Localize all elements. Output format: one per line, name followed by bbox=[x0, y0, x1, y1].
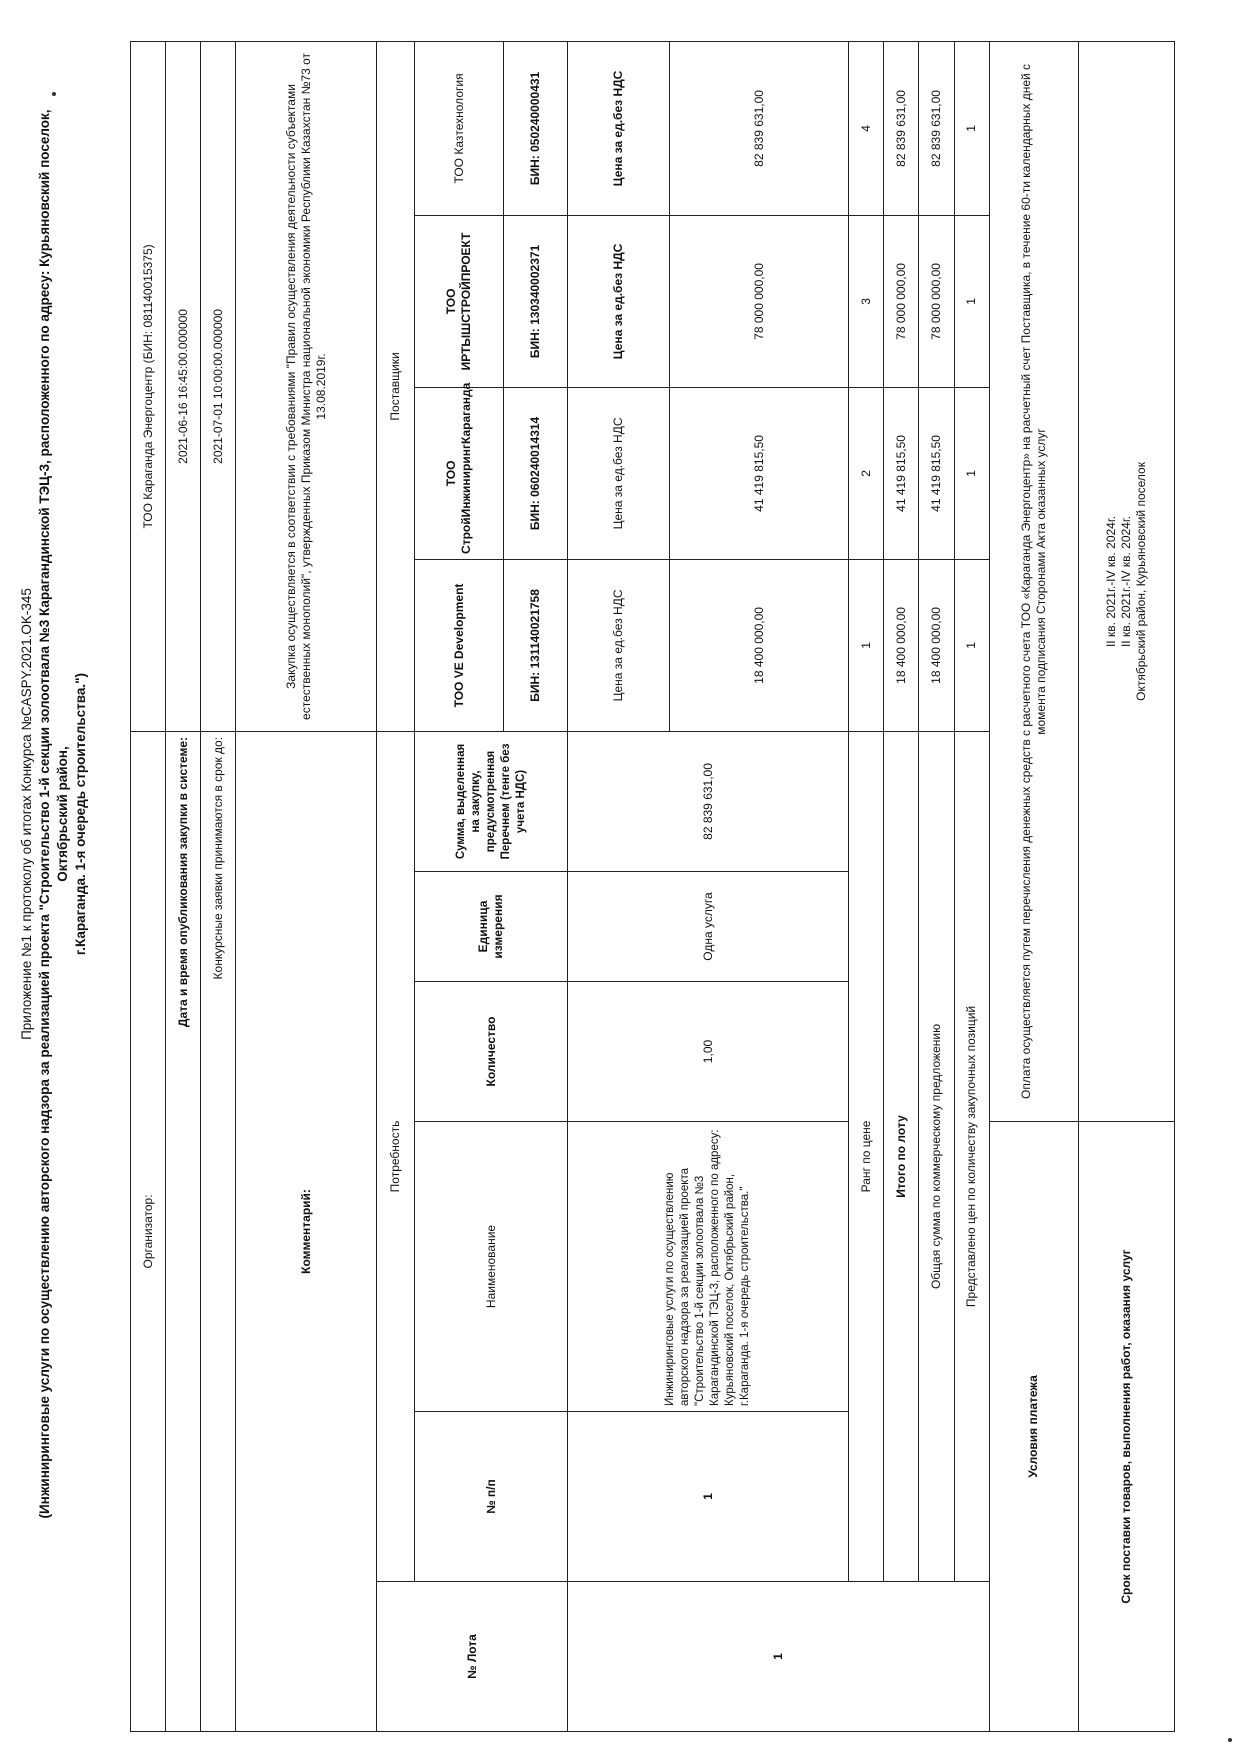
delivery-terms-value bbox=[1079, 41, 1175, 1121]
supplier-price: 78 000 000,00 bbox=[670, 215, 849, 387]
positions-label: Представлено цен по количеству закупочных позиций bbox=[954, 731, 989, 1581]
supplier-price: 18 400 000,00 bbox=[670, 559, 849, 731]
need-header: Потребность bbox=[376, 731, 414, 1581]
price-header-row bbox=[568, 41, 670, 1731]
supplier-total-lot: 18 400 000,00 bbox=[884, 559, 919, 731]
supplier-total-commercial: 82 839 631,00 bbox=[919, 41, 954, 215]
supplier-price: 82 839 631,00 bbox=[670, 41, 849, 215]
tender-results-table bbox=[130, 41, 1175, 1732]
supplier-name: ТОО ИРТЫШСТРОЙПРОЕКТ bbox=[415, 215, 504, 387]
suppliers-header: Поставщики bbox=[376, 41, 414, 731]
lot-number: 1 bbox=[568, 1582, 989, 1732]
supplier-total-commercial: 78 000 000,00 bbox=[919, 215, 954, 387]
document-title bbox=[18, 64, 90, 1564]
item-name-header: Наименование bbox=[415, 1122, 568, 1412]
section-header-row bbox=[376, 41, 414, 1731]
comment-value: Закупка осуществляется в соответствии с требованиями "Правил осуществления деятельности субъектами естественных монополий", утвержденных Приказом Министра национальной экономики Республики Казахстан №73 от 13.08.2019г. bbox=[236, 41, 376, 731]
published-row bbox=[166, 41, 201, 1731]
positions-row bbox=[954, 41, 989, 1731]
unit-header: Единица измерения bbox=[415, 872, 568, 982]
supplier-price: 41 419 815,50 bbox=[670, 387, 849, 559]
supplier-total-lot: 82 839 631,00 bbox=[884, 41, 919, 215]
supplier-rank: 3 bbox=[849, 215, 884, 387]
total-lot-row bbox=[884, 41, 919, 1731]
supplier-name: ТОО VE Development bbox=[415, 559, 504, 731]
supplier-positions: 1 bbox=[954, 41, 989, 215]
deadline-row bbox=[201, 41, 236, 1731]
item-number: 1 bbox=[568, 1412, 849, 1582]
total-commercial-row bbox=[919, 41, 954, 1731]
total-commercial-label: Общая сумма по коммерческому предложению bbox=[919, 731, 954, 1581]
item-quantity: 1,00 bbox=[568, 982, 849, 1122]
supplier-name: ТОО Казтехнология bbox=[415, 41, 504, 215]
price-header: Цена за ед.без НДС bbox=[568, 559, 670, 731]
total-lot-label: Итого по лоту bbox=[884, 731, 919, 1581]
price-header: Цена за ед.без НДС bbox=[568, 387, 670, 559]
supplier-positions: 1 bbox=[954, 387, 989, 559]
item-unit: Одна услуга bbox=[568, 872, 849, 982]
supplier-total-lot: 78 000 000,00 bbox=[884, 215, 919, 387]
payment-terms-row bbox=[989, 41, 1078, 1731]
column-header-row bbox=[415, 41, 504, 1731]
organizer-row bbox=[131, 41, 166, 1731]
scan-speck bbox=[1228, 1738, 1232, 1742]
supplier-bin: БИН: 060240014314 bbox=[504, 387, 568, 559]
item-number-header: № п/п bbox=[415, 1412, 568, 1582]
title-line-1: Приложение №1 к протоколу об итогах Конкурса №CASPY.2021.OK-345 bbox=[19, 588, 34, 1040]
delivery-terms-row bbox=[1079, 41, 1175, 1731]
comment-label: Комментарий: bbox=[236, 731, 376, 1731]
supplier-bin: БИН: 131140021758 bbox=[504, 559, 568, 731]
delivery-line-2: II кв. 2021г.-IV кв. 2024г. bbox=[1119, 515, 1134, 648]
quantity-header: Количество bbox=[415, 982, 568, 1122]
lot-number-header: № Лота bbox=[376, 1582, 568, 1732]
published-value: 2021-06-16 16:45:00.000000 bbox=[166, 41, 201, 731]
supplier-total-commercial: 18 400 000,00 bbox=[919, 559, 954, 731]
title-line-2: (Инжиниринговые услуги по осуществлению авторского надзора за реализацией проекта "Строительство 1-й секции золоотвала №3 Карагандинской ТЭЦ-3, расположенного по адресу: Курьяновский поселок, Октябрьский район, bbox=[37, 109, 70, 1519]
rank-label: Ранг по цене bbox=[849, 731, 884, 1581]
item-name: Инжиниринговые услуги по осуществлению авторского надзора за реализацией проекта "Строительство 1-й секции золоотвала №3 Карагандинской ТЭЦ-3, расположенного по адресу: Курьяновский поселок, Октябрьский район, г.Караганда. 1-я очередь строительства." bbox=[568, 1122, 849, 1412]
organizer-value: ТОО Караганда Энергоцентр (БИН: 081140015375) bbox=[131, 41, 166, 731]
price-header: Цена за ед.без НДС bbox=[568, 215, 670, 387]
scan-speck bbox=[52, 92, 56, 96]
title-line-3: г.Караганда. 1-я очередь строительства.") bbox=[73, 672, 88, 956]
comment-row bbox=[236, 41, 376, 1731]
organizer-label: Организатор: bbox=[131, 731, 166, 1731]
supplier-rank: 1 bbox=[849, 559, 884, 731]
supplier-name: ТОО СтройИнжинирингКараганда bbox=[415, 387, 504, 559]
supplier-rank: 2 bbox=[849, 387, 884, 559]
deadline-label: Конкурсные заявки принимаются в срок до: bbox=[201, 731, 236, 1731]
supplier-total-commercial: 41 419 815,50 bbox=[919, 387, 954, 559]
supplier-rank: 4 bbox=[849, 41, 884, 215]
supplier-bin: БИН: 130340002371 bbox=[504, 215, 568, 387]
published-label: Дата и время опубликования закупки в системе: bbox=[166, 731, 201, 1731]
delivery-line-3: Октябрьский район, Курьяновский поселок bbox=[1134, 462, 1149, 701]
deadline-value: 2021-07-01 10:00:00.000000 bbox=[201, 41, 236, 731]
payment-terms-value: Оплата осуществляется путем перечисления денежных средств с расчетного счета ТОО «Караганда Энергоцентр» на расчетный счет Поставщика, в течение 60-ти календарных дней с момента подписания Сторонами Акта оказанных услуг bbox=[989, 41, 1078, 1121]
supplier-total-lot: 41 419 815,50 bbox=[884, 387, 919, 559]
price-header: Цена за ед.без НДС bbox=[568, 41, 670, 215]
delivery-terms-label: Срок поставки товаров, выполнения работ, оказания услуг bbox=[1079, 1122, 1175, 1732]
item-amount: 82 839 631,00 bbox=[568, 731, 849, 871]
amount-header: Сумма, выделенная на закупку, предусмотренная Перечнем (тенге без учета НДС) bbox=[415, 731, 568, 871]
supplier-bin: БИН: 050240000431 bbox=[504, 41, 568, 215]
rank-row bbox=[849, 41, 884, 1731]
payment-terms-label: Условия платежа bbox=[989, 1122, 1078, 1732]
delivery-line-1: II кв. 2021г.-IV кв. 2024г. bbox=[1104, 515, 1119, 648]
supplier-positions: 1 bbox=[954, 215, 989, 387]
supplier-positions: 1 bbox=[954, 559, 989, 731]
